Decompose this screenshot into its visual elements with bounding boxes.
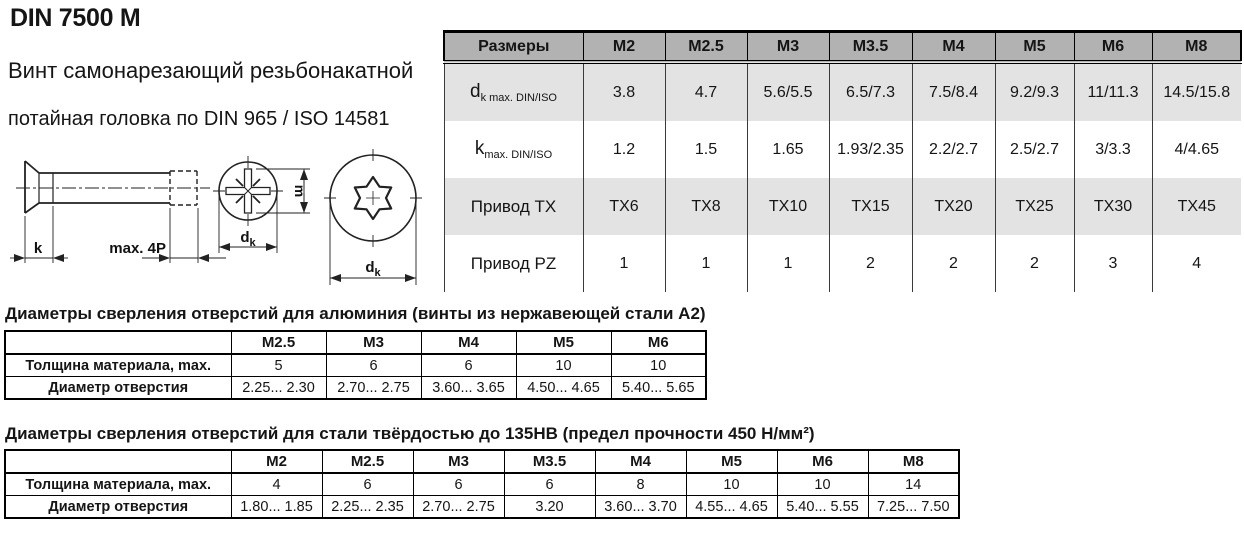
table-row <box>444 235 1241 292</box>
steel-table-header-row <box>5 450 959 473</box>
dimension-value: TX25 <box>995 178 1074 235</box>
alu-table-header-row <box>5 331 706 354</box>
table-row <box>5 496 959 519</box>
dimension-value: 2.5/2.7 <box>995 121 1074 178</box>
column-header: M4 <box>595 450 686 473</box>
dimension-value: TX10 <box>747 178 829 235</box>
column-header: M8 <box>868 450 959 473</box>
dimension-value: 4.7 <box>665 62 747 121</box>
dimension-value: 4/4.65 <box>1152 121 1241 178</box>
column-header: M3 <box>747 32 829 63</box>
steel-drill-table <box>4 449 960 519</box>
table-row <box>444 178 1241 235</box>
subtitle-line-1: Винт самонарезающий резьбонакатной <box>8 58 414 83</box>
dim-dk-label-pz: $d_k$ <box>240 229 256 249</box>
dimension-value: TX30 <box>1074 178 1152 235</box>
thickness-value: 6 <box>322 473 413 496</box>
drill-value: 4.50... 4.65 <box>516 377 611 400</box>
thickness-value: 10 <box>516 354 611 377</box>
dimension-value: 5.6/5.5 <box>747 62 829 121</box>
table-row <box>5 354 706 377</box>
row-label: Диаметр отверстия <box>5 496 231 519</box>
dimension-value: 14.5/15.8 <box>1152 62 1241 121</box>
column-header: M2.5 <box>322 450 413 473</box>
table-row <box>5 377 706 400</box>
dimension-value: 1.65 <box>747 121 829 178</box>
dim-max4p-label: max. 4P <box>109 240 166 257</box>
column-header: M2.5 <box>231 331 326 354</box>
dimension-value: 9.2/9.3 <box>995 62 1074 121</box>
dimension-row-label: $d_{k max. DIN/ISO}$ <box>444 62 583 121</box>
thickness-value: 6 <box>504 473 595 496</box>
thickness-value: 4 <box>231 473 322 496</box>
steel-table-title: Диаметры сверления отверстий для стали твёрдостью до 135HB (предел прочности 450 Н/мм²) <box>5 424 815 443</box>
dimension-value: 11/11.3 <box>1074 62 1152 121</box>
column-header: M2.5 <box>665 32 747 63</box>
thickness-value: 5 <box>231 354 326 377</box>
pz-head-drawing <box>213 156 310 253</box>
drill-value: 7.25... 7.50 <box>868 496 959 519</box>
thickness-value: 6 <box>326 354 421 377</box>
column-header: M5 <box>686 450 777 473</box>
dimension-value: 7.5/8.4 <box>912 62 995 121</box>
column-header: Размеры <box>444 32 583 63</box>
drill-value: 3.60... 3.70 <box>595 496 686 519</box>
column-header: M6 <box>1074 32 1152 63</box>
alu-table-title: Диаметры сверления отверстий для алюминия (винты из нержавеющей стали A2) <box>5 304 706 323</box>
dimension-value: 3.8 <box>583 62 665 121</box>
dimension-row-label: $k_{max. DIN/ISO}$ <box>444 121 583 178</box>
dimension-value: 1 <box>665 235 747 292</box>
dimension-value: 1 <box>747 235 829 292</box>
dimension-value: TX15 <box>829 178 912 235</box>
thickness-value: 6 <box>413 473 504 496</box>
dimension-value: TX6 <box>583 178 665 235</box>
alu-drill-table <box>4 330 707 400</box>
drill-value: 5.40... 5.65 <box>611 377 706 400</box>
dimensions-table <box>443 30 1242 292</box>
thickness-value: 8 <box>595 473 686 496</box>
column-header: M5 <box>516 331 611 354</box>
dimension-value: 1.93/2.35 <box>829 121 912 178</box>
drill-value: 1.80... 1.85 <box>231 496 322 519</box>
dimension-value: 2 <box>829 235 912 292</box>
drill-value: 3.60... 3.65 <box>421 377 516 400</box>
column-header: M3.5 <box>504 450 595 473</box>
column-header: M2 <box>583 32 665 63</box>
dimension-value: 1.2 <box>583 121 665 178</box>
row-label: Толщина материала, max. <box>5 473 231 496</box>
dimension-value: 2 <box>912 235 995 292</box>
drill-value: 3.20 <box>504 496 595 519</box>
dimension-value: 6.5/7.3 <box>829 62 912 121</box>
dimension-value: 1 <box>583 235 665 292</box>
column-header: M6 <box>611 331 706 354</box>
drill-value: 4.55... 4.65 <box>686 496 777 519</box>
dimension-value: TX8 <box>665 178 747 235</box>
column-header: M4 <box>421 331 516 354</box>
row-label: Толщина материала, max. <box>5 354 231 377</box>
drill-value: 2.70... 2.75 <box>326 377 421 400</box>
dimension-row-label: Привод PZ <box>444 235 583 292</box>
dimension-value: TX45 <box>1152 178 1241 235</box>
table-row <box>444 62 1241 121</box>
dimension-value: 4 <box>1152 235 1241 292</box>
dimension-value: 2.2/2.7 <box>912 121 995 178</box>
thickness-value: 10 <box>611 354 706 377</box>
dim-k-label: k <box>33 240 43 257</box>
dimension-value: 3 <box>1074 235 1152 292</box>
drill-value: 5.40... 5.55 <box>777 496 868 519</box>
column-header: M2 <box>231 450 322 473</box>
table-row <box>444 121 1241 178</box>
empty-corner-cell <box>5 331 231 354</box>
dimension-value: 3/3.3 <box>1074 121 1152 178</box>
dim-m-label: m <box>292 184 308 198</box>
column-header: M5 <box>995 32 1074 63</box>
column-header: M3 <box>413 450 504 473</box>
dimension-value: 2 <box>995 235 1074 292</box>
row-label: Диаметр отверстия <box>5 377 231 400</box>
dimension-value: TX20 <box>912 178 995 235</box>
drill-value: 2.70... 2.75 <box>413 496 504 519</box>
dim-dk-label-tx: $d_k$ <box>365 259 381 279</box>
subtitle-line-2: потайная головка по DIN 965 / ISO 14581 <box>8 108 390 130</box>
page-title: DIN 7500 M <box>10 4 141 32</box>
drill-value: 2.25... 2.35 <box>322 496 413 519</box>
column-header: M3.5 <box>829 32 912 63</box>
empty-corner-cell <box>5 450 231 473</box>
thickness-value: 10 <box>777 473 868 496</box>
dimension-value: 1.5 <box>665 121 747 178</box>
dimension-row-label: Привод TX <box>444 178 583 235</box>
thickness-value: 14 <box>868 473 959 496</box>
column-header: M8 <box>1152 32 1241 63</box>
main-table-header-row <box>444 32 1241 63</box>
column-header: M3 <box>326 331 421 354</box>
drill-value: 2.25... 2.30 <box>231 377 326 400</box>
column-header: M6 <box>777 450 868 473</box>
column-header: M4 <box>912 32 995 63</box>
technical-drawing <box>8 145 440 305</box>
table-row <box>5 473 959 496</box>
thickness-value: 10 <box>686 473 777 496</box>
thickness-value: 6 <box>421 354 516 377</box>
